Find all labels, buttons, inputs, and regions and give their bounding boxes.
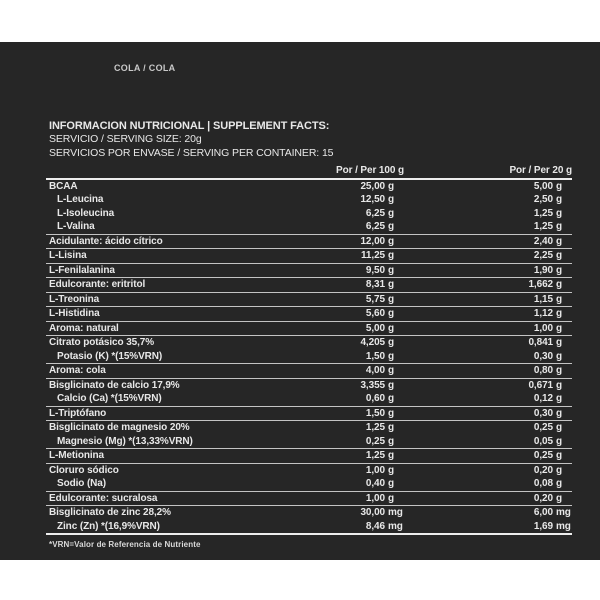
table-body [46, 180, 572, 536]
amount: 0,25 [365, 435, 385, 447]
amount: 8,46 [365, 520, 385, 532]
ingredient-label: L-Isoleucina [57, 207, 115, 219]
ingredient-group [46, 322, 572, 337]
ingredient-group [46, 180, 572, 235]
value-per-20g [404, 477, 572, 491]
amount: 0,30 [533, 350, 553, 362]
amount: 30,00 [360, 507, 385, 518]
value-per-100g [254, 379, 404, 393]
amount: 12,50 [360, 194, 385, 205]
value-per-20g [404, 336, 572, 350]
amount: 2,50 [533, 194, 553, 205]
unit: g [556, 407, 563, 419]
amount: 1,50 [365, 350, 385, 362]
unit: g [556, 250, 563, 261]
value-per-20g [404, 464, 572, 478]
unit: g [388, 264, 395, 276]
value-per-20g [404, 506, 572, 520]
value-per-100g [254, 336, 404, 350]
table-row [46, 220, 572, 234]
ingredient-label: L-Treonina [49, 293, 100, 305]
table-row [46, 407, 572, 421]
unit: mg [556, 520, 571, 532]
amount: 1,25 [365, 422, 385, 433]
unit: g [388, 407, 395, 419]
unit: g [388, 350, 395, 362]
amount: 6,00 [533, 507, 553, 518]
unit: g [556, 365, 563, 376]
amount: 1,662 [528, 279, 553, 290]
value-per-100g [254, 364, 404, 378]
amount: 0,60 [365, 393, 385, 404]
table-row [46, 193, 572, 207]
value-per-20g [404, 207, 572, 221]
ingredient-label: Citrato potásico 35,7% [49, 337, 155, 348]
value-per-100g [254, 278, 404, 292]
table-row [46, 350, 572, 364]
ingredient-label: Magnesio (Mg) *(13,33%VRN) [57, 435, 193, 447]
ingredient-label: Acidulante: ácido cítrico [49, 235, 163, 247]
unit: g [556, 279, 563, 290]
value-per-100g [254, 477, 404, 491]
unit: g [388, 308, 395, 319]
ingredient-group [46, 249, 572, 264]
nutrition-title: INFORMACION NUTRICIONAL | SUPPLEMENT FACTS: [49, 120, 330, 132]
table-row [46, 207, 572, 221]
nutrition-facts [46, 120, 572, 549]
amount: 4,205 [360, 337, 385, 348]
ingredient-group [46, 364, 572, 379]
value-per-20g [404, 249, 572, 263]
unit: g [388, 492, 395, 504]
amount: 6,25 [365, 207, 385, 219]
ingredient-group [46, 293, 572, 308]
unit: g [388, 435, 395, 447]
amount: 0,12 [533, 393, 553, 404]
ingredient-group [46, 235, 572, 250]
ingredient-group [46, 264, 572, 279]
amount: 1,25 [365, 450, 385, 461]
table-header-row [46, 164, 572, 180]
value-per-100g [254, 407, 404, 421]
table-row [46, 278, 572, 292]
table-row [46, 249, 572, 263]
value-per-100g [254, 193, 404, 207]
ingredient-group [46, 492, 572, 507]
ingredient-label: Bisglicinato de calcio 17,9% [49, 379, 180, 391]
table-row [46, 464, 572, 478]
unit: g [556, 492, 563, 504]
unit: g [556, 235, 563, 247]
ingredient-label: L-Valina [57, 221, 95, 232]
value-per-20g [404, 293, 572, 307]
ingredient-label: Cloruro sódico [49, 464, 119, 476]
table-row [46, 421, 572, 435]
amount: 1,00 [533, 322, 553, 334]
table-row [46, 322, 572, 336]
value-per-100g [254, 235, 404, 249]
ingredient-group [46, 336, 572, 364]
table-row [46, 264, 572, 278]
column-header-per-100g: Por / Per 100 g [336, 165, 404, 176]
table-row [46, 364, 572, 378]
unit: g [388, 293, 395, 305]
amount: 5,60 [365, 308, 385, 319]
value-per-20g [404, 235, 572, 249]
value-per-20g [404, 278, 572, 292]
value-per-100g [254, 392, 404, 406]
unit: mg [388, 520, 403, 532]
value-per-100g [254, 207, 404, 221]
ingredient-label: Edulcorante: eritritol [49, 279, 146, 290]
unit: g [556, 293, 563, 305]
ingredient-label: BCAA [49, 180, 78, 192]
unit: g [388, 221, 395, 232]
unit: g [388, 180, 395, 192]
unit: g [556, 194, 563, 205]
value-per-20g [404, 193, 572, 207]
serving-size-line: SERVICIO / SERVING SIZE: 20g [49, 133, 202, 145]
unit: g [388, 279, 395, 290]
value-per-20g [404, 307, 572, 321]
amount: 8,31 [365, 279, 385, 290]
unit: g [388, 379, 395, 391]
amount: 1,12 [533, 308, 553, 319]
ingredient-label: Sodio (Na) [57, 478, 106, 489]
amount: 6,25 [365, 221, 385, 232]
amount: 0,671 [528, 379, 553, 391]
ingredient-group [46, 449, 572, 464]
amount: 1,15 [533, 293, 553, 305]
amount: 3,355 [360, 379, 385, 391]
flavor-tag: COLA / COLA [114, 63, 176, 73]
amount: 0,841 [528, 337, 553, 348]
unit: mg [388, 507, 403, 518]
unit: g [388, 322, 395, 334]
amount: 1,25 [533, 221, 553, 232]
unit: g [556, 264, 563, 276]
ingredient-label: Potasio (K) *(15%VRN) [57, 350, 163, 362]
amount: 5,00 [365, 322, 385, 334]
ingredient-label: L-Leucina [57, 194, 104, 205]
value-per-100g [254, 520, 404, 534]
unit: g [556, 379, 563, 391]
value-per-100g [254, 220, 404, 234]
amount: 1,90 [533, 264, 553, 276]
ingredient-group [46, 278, 572, 293]
table-row [46, 506, 572, 520]
ingredient-group [46, 506, 572, 535]
unit: g [388, 393, 395, 404]
ingredient-label: Calcio (Ca) *(15%VRN) [57, 393, 162, 404]
ingredient-label: L-Fenilalanina [49, 264, 115, 276]
unit: g [388, 365, 395, 376]
unit: g [388, 464, 395, 476]
unit: g [556, 464, 563, 476]
amount: 5,75 [365, 293, 385, 305]
unit: g [388, 450, 395, 461]
value-per-20g [404, 322, 572, 336]
ingredient-label: L-Histidina [49, 308, 100, 319]
unit: g [556, 450, 563, 461]
table-row [46, 379, 572, 393]
amount: 0,80 [533, 365, 553, 376]
ingredient-group [46, 421, 572, 449]
unit: g [388, 478, 395, 489]
value-per-100g [254, 435, 404, 449]
amount: 11,25 [361, 250, 385, 261]
amount: 1,00 [365, 492, 385, 504]
amount: 0,05 [533, 435, 553, 447]
amount: 0,25 [533, 450, 553, 461]
ingredient-label: Edulcorante: sucralosa [49, 492, 158, 504]
ingredient-group [46, 407, 572, 422]
ingredient-group [46, 379, 572, 407]
unit: g [556, 435, 563, 447]
unit: g [388, 207, 395, 219]
column-header-per-20g: Por / Per 20 g [509, 165, 572, 176]
amount: 25,00 [360, 180, 385, 192]
ingredient-label: Aroma: cola [49, 365, 106, 376]
amount: 12,00 [360, 235, 385, 247]
table-row [46, 392, 572, 406]
amount: 1,00 [365, 464, 385, 476]
value-per-20g [404, 180, 572, 194]
table-row [46, 492, 572, 506]
amount: 0,20 [533, 492, 553, 504]
table-row [46, 180, 572, 194]
ingredient-label: L-Triptófano [49, 407, 107, 419]
ingredient-group [46, 307, 572, 322]
value-per-20g [404, 350, 572, 364]
amount: 0,30 [533, 407, 553, 419]
amount: 0,25 [533, 422, 553, 433]
table-row [46, 307, 572, 321]
ingredient-label: Aroma: natural [49, 322, 119, 334]
vrn-footnote: *VRN=Valor de Referencia de Nutriente [49, 540, 201, 549]
amount: 2,25 [533, 250, 553, 261]
value-per-100g [254, 492, 404, 506]
value-per-20g [404, 379, 572, 393]
ingredient-label: L-Lisina [49, 250, 87, 261]
value-per-20g [404, 392, 572, 406]
table-row [46, 293, 572, 307]
unit: g [388, 235, 395, 247]
unit: g [556, 337, 563, 348]
amount: 2,40 [533, 235, 553, 247]
unit: g [388, 422, 395, 433]
value-per-20g [404, 421, 572, 435]
ingredient-label: L-Metionina [49, 450, 105, 461]
value-per-20g [404, 220, 572, 234]
amount: 4,00 [365, 365, 385, 376]
nutrition-table [46, 164, 572, 535]
value-per-100g [254, 350, 404, 364]
value-per-20g [404, 520, 572, 534]
value-per-20g [404, 435, 572, 449]
amount: 0,40 [365, 478, 385, 489]
value-per-100g [254, 449, 404, 463]
unit: g [556, 207, 563, 219]
label-panel [0, 42, 600, 560]
unit: g [556, 221, 563, 232]
value-per-100g [254, 506, 404, 520]
unit: mg [556, 507, 571, 518]
value-per-100g [254, 264, 404, 278]
unit: g [388, 194, 395, 205]
amount: 5,00 [533, 180, 553, 192]
table-row [46, 336, 572, 350]
unit: g [556, 422, 563, 433]
value-per-100g [254, 180, 404, 194]
table-row [46, 449, 572, 463]
unit: g [388, 250, 395, 261]
value-per-100g [254, 464, 404, 478]
table-row [46, 477, 572, 491]
value-per-20g [404, 407, 572, 421]
unit: g [556, 322, 563, 334]
value-per-20g [404, 492, 572, 506]
value-per-20g [404, 449, 572, 463]
amount: 0,08 [533, 478, 553, 489]
unit: g [556, 478, 563, 489]
amount: 9,50 [365, 264, 385, 276]
amount: 1,25 [533, 207, 553, 219]
ingredient-label: Bisglicinato de zinc 28,2% [49, 507, 171, 518]
ingredient-label: Bisglicinato de magnesio 20% [49, 422, 190, 433]
unit: g [556, 308, 563, 319]
value-per-100g [254, 293, 404, 307]
unit: g [556, 350, 563, 362]
table-row [46, 520, 572, 534]
value-per-100g [254, 249, 404, 263]
amount: 1,50 [365, 407, 385, 419]
value-per-20g [404, 364, 572, 378]
value-per-20g [404, 264, 572, 278]
unit: g [556, 393, 563, 404]
table-row [46, 235, 572, 249]
ingredient-group [46, 464, 572, 492]
value-per-100g [254, 307, 404, 321]
table-row [46, 435, 572, 449]
amount: 1,69 [533, 520, 553, 532]
amount: 0,20 [533, 464, 553, 476]
value-per-100g [254, 421, 404, 435]
servings-per-container-line: SERVICIOS POR ENVASE / SERVING PER CONTAINER: 15 [49, 146, 334, 159]
unit: g [388, 337, 395, 348]
value-per-100g [254, 322, 404, 336]
ingredient-label: Zinc (Zn) *(16,9%VRN) [57, 520, 160, 532]
unit: g [556, 180, 563, 192]
